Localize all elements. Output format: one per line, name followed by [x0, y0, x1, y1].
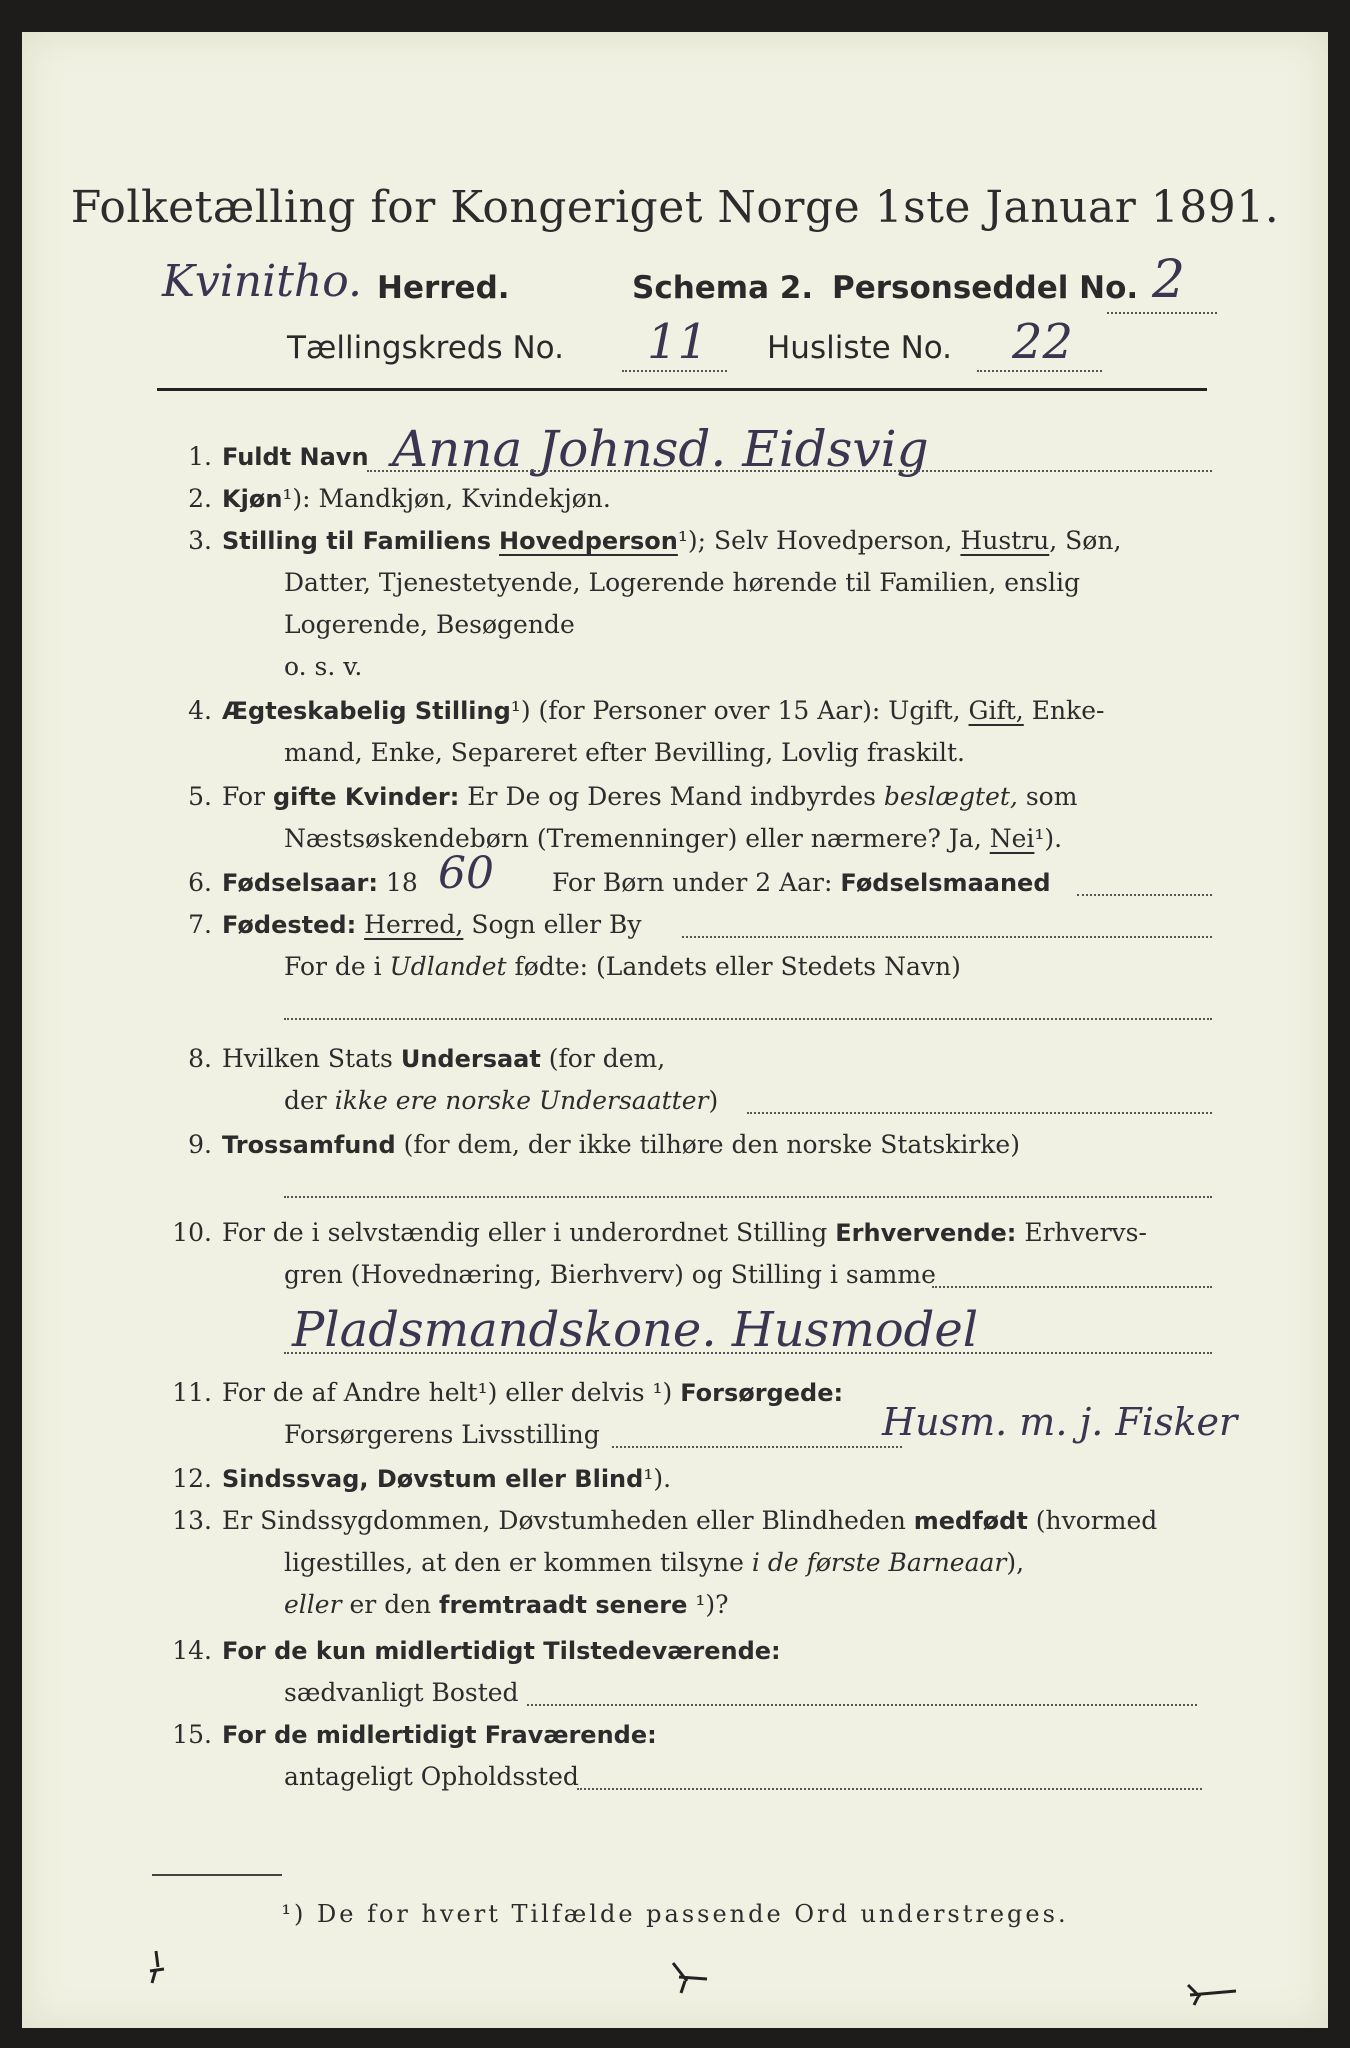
field-4-line-1	[222, 696, 1104, 725]
taellingskreds-number: 11	[647, 314, 709, 370]
field-13-number: 13.	[172, 1506, 212, 1535]
field-13-line-2	[284, 1548, 1024, 1577]
field-8-line-1	[222, 1044, 665, 1073]
field-13-text-3b: ¹)?	[695, 1590, 729, 1619]
field-7-dotline-2	[284, 1018, 1212, 1020]
field-7-label: Fødested:	[222, 911, 357, 939]
field-9-line	[222, 1130, 1020, 1159]
field-12-number: 12.	[172, 1464, 212, 1493]
field-10-dotline-2	[284, 1352, 1212, 1354]
field-5-label-b: gifte Kvinder:	[272, 783, 460, 811]
field-3-label-a: Stilling til Familiens	[222, 527, 492, 555]
field-12-label: Sindssvag, Døvstum eller Blind	[222, 1465, 644, 1493]
field-1-number: 1.	[188, 442, 212, 471]
field-6-number: 6.	[188, 868, 212, 897]
field-4-number: 4.	[188, 696, 212, 725]
field-11-text-1b: ¹) eller delvis ¹)	[477, 1378, 673, 1407]
field-15-number: 15.	[172, 1720, 212, 1749]
field-11-number: 11.	[172, 1378, 212, 1407]
field-5-line-1	[222, 782, 1077, 811]
field-15-text: antageligt Opholdssted	[284, 1762, 579, 1791]
field-8-number: 8.	[188, 1044, 212, 1073]
field-7-dotline-1	[682, 936, 1212, 938]
field-5-number: 5.	[188, 782, 212, 811]
herred-handwritten: Kvinitho.	[162, 256, 362, 307]
field-7-italic: Udlandet	[389, 952, 507, 981]
field-13-text-2b: ),	[1006, 1548, 1025, 1577]
field-10-value: Pladsmandskone. Husmodel	[292, 1302, 979, 1358]
field-6-value: 60	[438, 848, 494, 899]
field-10-number: 10.	[172, 1218, 212, 1247]
personseddel-dotline	[1107, 312, 1217, 314]
field-10-text-1b: Erhvervs-	[1024, 1218, 1147, 1247]
field-13-italic: i de første Barneaar	[751, 1548, 1007, 1577]
field-15-label: For de midlertidigt Fraværende:	[222, 1721, 657, 1749]
field-10-line-1	[222, 1218, 1147, 1247]
field-11-dotline	[612, 1446, 902, 1448]
footnote: ¹) De for hvert Tilfælde passende Ord understreges.	[281, 1900, 1069, 1928]
field-8-italic: ikke ere norske Undersaatter	[334, 1086, 709, 1115]
taellingskreds-label: Tællingskreds No.	[287, 330, 564, 366]
field-12-line	[222, 1464, 671, 1493]
field-4-text-2: mand, Enke, Separeret efter Bevilling, Lovlig fraskilt.	[284, 738, 965, 767]
field-3-text-3: Logerende, Besøgende	[284, 610, 575, 639]
field-7-text-2a: For de i	[284, 952, 382, 981]
pencil-mark-left	[142, 1947, 172, 1987]
husliste-number: 22	[1012, 314, 1074, 370]
field-9-dotline	[284, 1196, 1212, 1198]
personseddel-number: 2	[1152, 250, 1186, 310]
field-8-text-1a: Hvilken Stats	[222, 1044, 393, 1073]
schema-label: Schema 2.	[632, 270, 814, 306]
field-8-dotline	[747, 1112, 1212, 1114]
field-5-line-2	[284, 824, 1062, 853]
field-10-dotline-1	[932, 1286, 1212, 1288]
field-4-underlined: Gift,	[968, 696, 1024, 725]
field-3-number: 3.	[188, 526, 212, 555]
field-14-number: 14.	[172, 1636, 212, 1665]
field-10-text-1a: For de i selvstændig eller i underordnet Stilling	[222, 1218, 828, 1247]
field-5-underlined: Nei	[989, 824, 1035, 853]
field-14-dotline	[527, 1704, 1197, 1706]
field-7-text-1: Sogn eller By	[471, 910, 642, 939]
field-1-value: Anna Johnsd. Eidsvig	[392, 420, 929, 478]
field-5-text-2: Næstsøskendebørn (Tremenninger) eller nærmere? Ja,	[284, 824, 982, 853]
field-6-text: For Børn under 2 Aar:	[552, 868, 833, 897]
field-6-label: Fødselsaar:	[222, 869, 378, 897]
field-13-label: medfødt	[913, 1507, 1028, 1535]
field-8-text-1b: (for dem,	[548, 1044, 666, 1073]
field-13-italic-2: eller	[284, 1590, 342, 1619]
field-7-number: 7.	[188, 910, 212, 939]
field-14-label: For de kun midlertidigt Tilstedeværende:	[222, 1637, 781, 1665]
field-11-line-1	[222, 1378, 843, 1407]
field-2-text: ¹): Mandkjøn, Kvindekjøn.	[282, 484, 611, 513]
field-3-text-2: Datter, Tjenestetyende, Logerende hørende til Familien, enslig	[284, 568, 1081, 597]
field-9-text: (for dem, der ikke tilhøre den norske Statskirke)	[403, 1130, 1020, 1159]
field-13-line-1	[222, 1506, 1157, 1535]
form-title: Folketælling for Kongeriget Norge 1ste Januar 1891.	[70, 182, 1280, 233]
pencil-mark-right	[1182, 1977, 1242, 2007]
census-form-sheet	[22, 32, 1328, 2028]
field-1-label: Fuldt Navn	[222, 443, 369, 471]
field-13-label-2: fremtraadt senere	[439, 1591, 688, 1619]
field-8-line-2	[284, 1086, 718, 1115]
field-15-dotline	[577, 1788, 1202, 1790]
taellingskreds-dotline	[622, 370, 727, 372]
field-6-line-b	[552, 868, 1051, 897]
field-8-text-2b: )	[708, 1086, 719, 1115]
field-14-text: sædvanligt Bosted	[284, 1678, 519, 1707]
field-13-text-3a: er den	[349, 1590, 432, 1619]
husliste-dotline	[977, 370, 1102, 372]
field-3-text-1b: , Søn,	[1049, 526, 1122, 555]
field-3-text-1: ¹); Selv Hovedperson,	[677, 526, 953, 555]
field-13-text-1b: (hvormed	[1035, 1506, 1158, 1535]
field-7-line-2	[284, 952, 961, 981]
field-3-text-4: o. s. v.	[284, 652, 363, 681]
field-11-text-1a: For de af Andre helt	[222, 1378, 478, 1407]
field-12-text: ¹).	[643, 1464, 672, 1493]
field-5-label-a: For	[222, 782, 265, 811]
field-3-label-b: Hovedperson	[499, 527, 678, 555]
field-3-underlined: Hustru	[960, 526, 1050, 555]
field-2-number: 2.	[188, 484, 212, 513]
field-4-text-1: ¹) (for Personer over 15 Aar): Ugift,	[510, 696, 961, 725]
field-7-text-2b: fødte: (Landets eller Stedets Navn)	[514, 952, 961, 981]
field-8-label: Undersaat	[400, 1045, 541, 1073]
field-5-text-2b: ¹).	[1034, 824, 1063, 853]
field-10-label: Erhvervende:	[835, 1219, 1017, 1247]
field-13-line-3	[284, 1590, 729, 1619]
header-rule	[157, 388, 1207, 391]
field-8-text-2a: der	[284, 1086, 327, 1115]
field-13-text-1a: Er Sindssygdommen, Døvstumheden eller Blindheden	[222, 1506, 906, 1535]
field-9-label: Trossamfund	[222, 1131, 396, 1159]
field-9-number: 9.	[188, 1130, 212, 1159]
field-2-line	[222, 484, 611, 513]
field-10-text-2: gren (Hovednæring, Bierhverv) og Stilling i samme	[284, 1260, 936, 1289]
field-3-line-1	[222, 526, 1121, 555]
field-7-line-1	[222, 910, 642, 939]
personseddel-label: Personseddel No.	[832, 270, 1139, 306]
herred-label: Herred.	[377, 270, 510, 306]
field-6-line	[222, 868, 418, 897]
field-4-text-1b: Enke-	[1031, 696, 1105, 725]
field-11-value: Husm. m. j. Fisker	[882, 1400, 1238, 1444]
field-5-italic: beslægtet,	[883, 782, 1018, 811]
field-11-text-2: Forsørgerens Livsstilling	[284, 1420, 600, 1449]
field-11-label: Forsørgede:	[680, 1379, 844, 1407]
field-1-dotline	[367, 470, 1212, 472]
pencil-mark-center	[667, 1957, 717, 1997]
field-5-text-1: Er De og Deres Mand indbyrdes	[467, 782, 876, 811]
field-4-label: Ægteskabelig Stilling	[222, 697, 511, 725]
field-5-text-1b: som	[1025, 782, 1078, 811]
field-7-underlined: Herred,	[364, 910, 464, 939]
field-6-dotline	[1077, 894, 1212, 896]
field-2-label: Kjøn	[222, 485, 283, 513]
husliste-label: Husliste No.	[767, 330, 953, 366]
field-13-text-2a: ligestilles, at den er kommen tilsyne	[284, 1548, 744, 1577]
footnote-rule	[152, 1874, 282, 1876]
field-6-prefix: 18	[385, 868, 418, 897]
field-6-label-2: Fødselsmaaned	[840, 869, 1051, 897]
